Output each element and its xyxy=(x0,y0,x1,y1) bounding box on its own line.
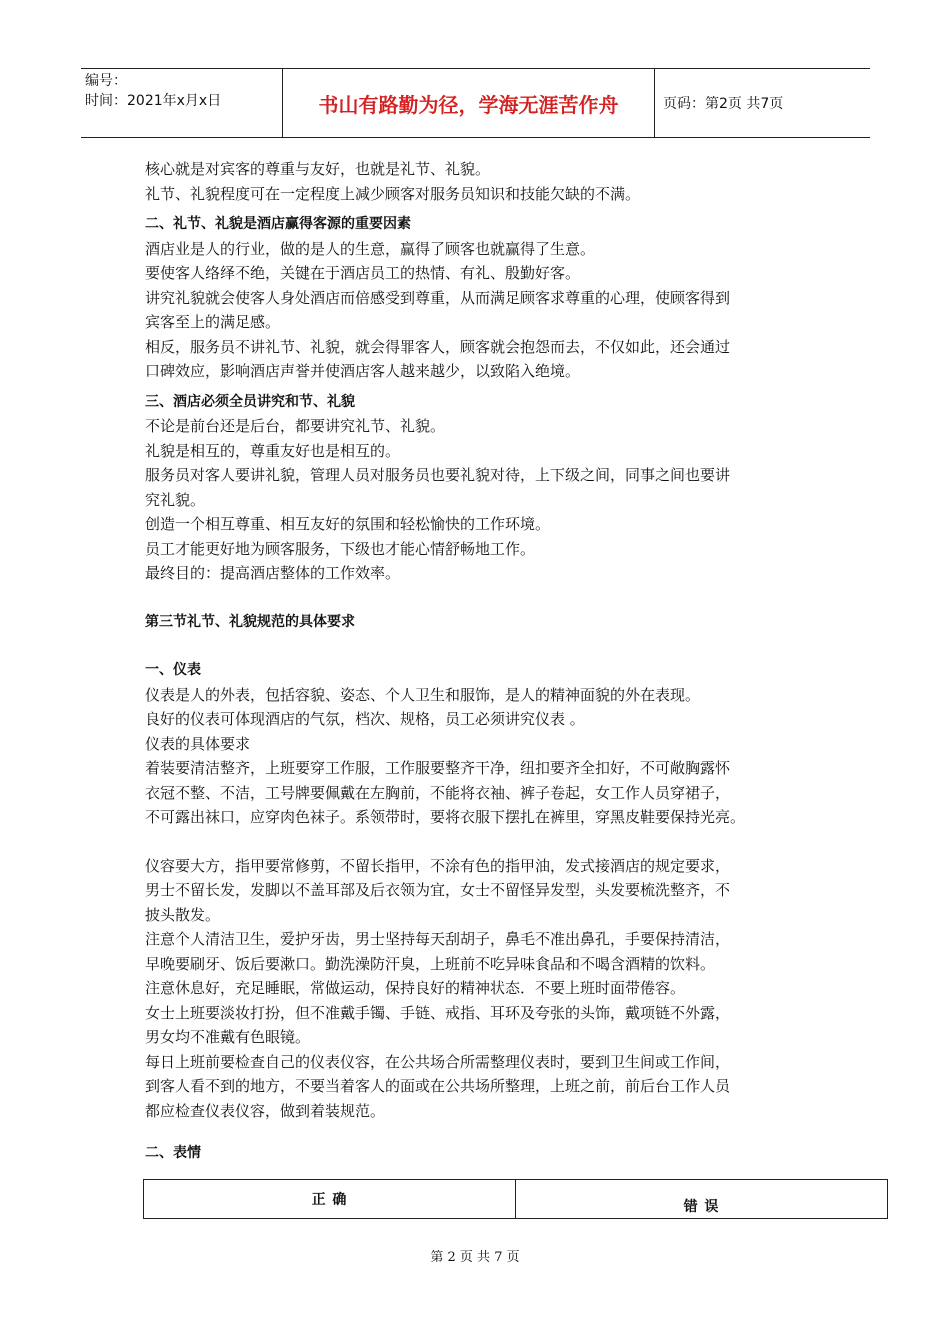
paragraph-line: 都应检查仪表仪容，做到着装规范。 xyxy=(145,1101,386,1120)
section-heading: 二、表情 xyxy=(145,1145,201,1161)
section-heading: 一、仪表 xyxy=(145,662,201,678)
paragraph-line: 披头散发。 xyxy=(145,905,221,924)
paragraph-line: 服务员对客人要讲礼貌，管理人员对服务员也要礼貌对待，上下级之间，同事之间也要讲 xyxy=(145,466,731,484)
paragraph-line: 男女均不准戴有色眼镜。 xyxy=(145,1028,311,1046)
section-heading: 三、酒店必须全员讲究和节、礼貌 xyxy=(145,393,355,410)
paragraph-line: 员工才能更好地为顾客服务，下级也才能心情舒畅地工作。 xyxy=(145,539,536,558)
paragraph-line: 相反，服务员不讲礼节、礼貌，就会得罪客人，顾客就会抱怨而去，不仅如此，还会通过 xyxy=(145,337,731,356)
header-motto: 书山有路勤为径，学海无涯苦作舟 xyxy=(282,69,655,137)
table-header-correct: 正 确 xyxy=(144,1180,516,1218)
paragraph-line: 创造一个相互尊重、相互友好的氛围和轻松愉快的工作环境。 xyxy=(145,515,551,533)
paragraph-line: 注意个人清洁卫生，爱护牙齿，男士坚持每天刮胡子，鼻毛不准出鼻孔，手要保持清洁， xyxy=(145,930,731,948)
table-header-wrong: 错 误 xyxy=(683,1199,720,1215)
paragraph-line: 究礼貌。 xyxy=(145,490,206,509)
paragraph-line: 宾客至上的满足感。 xyxy=(145,313,281,331)
paragraph-line: 仪表的具体要求 xyxy=(145,734,251,753)
section-heading: 第三节礼节、礼貌规范的具体要求 xyxy=(145,613,355,630)
paragraph-line: 良好的仪表可体现酒店的气氛，档次、规格，员工必须讲究仪表 。 xyxy=(145,710,585,728)
expression-table xyxy=(143,1179,888,1219)
spacer xyxy=(145,634,825,658)
paragraph-line: 礼貌是相互的，尊重友好也是相互的。 xyxy=(145,441,401,460)
spacer xyxy=(145,1123,825,1141)
paragraph-line: 女士上班要淡妆打扮，但不准戴手镯、手链、戒指、耳环及夸张的头饰，戴项链不外露， xyxy=(145,1003,731,1022)
header-page-info: 页码：第2页 共7页 xyxy=(663,96,784,112)
paragraph-line: 讲究礼貌就会使客人身处酒店而倍感受到尊重，从而满足顾客求尊重的心理，使顾客得到 xyxy=(145,288,731,307)
number-label: 编号： xyxy=(85,73,127,89)
header-meta xyxy=(81,69,281,137)
paragraph-line: 早晚要刷牙、饭后要漱口。勤洗澡防汗臭，上班前不吃异味食品和不喝含酒精的饮料。 xyxy=(145,954,716,973)
paragraph-line: 到客人看不到的地方，不要当着客人的面或在公共场所整理，上班之前，前后台工作人员 xyxy=(145,1077,731,1095)
paragraph-line: 着装要清洁整齐，上班要穿工作服，工作服要整齐干净，纽扣要齐全扣好，不可敞胸露怀 xyxy=(145,759,731,777)
document-body xyxy=(145,157,825,1166)
paragraph-line: 酒店业是人的行业，做的是人的生意，赢得了顾客也就赢得了生意。 xyxy=(145,239,596,258)
time-label: 时间：2021年x月x日 xyxy=(85,93,222,109)
paragraph-line: 每日上班前要检查自己的仪表仪容，在公共场合所需整理仪表时，要到卫生间或工作间， xyxy=(145,1052,731,1071)
paragraph-line: 仪表是人的外表，包括容貌、姿态、个人卫生和服饰，是人的精神面貌的外在表现。 xyxy=(145,685,701,704)
spacer xyxy=(145,586,825,610)
paragraph-line: 礼节、礼貌程度可在一定程度上减少顾客对服务员知识和技能欠缺的不满。 xyxy=(145,184,641,203)
paragraph-line: 不论是前台还是后台，都要讲究礼节、礼貌。 xyxy=(145,417,446,435)
paragraph-line: 要使客人络绎不绝，关键在于酒店员工的热情、有礼、殷勤好客。 xyxy=(145,264,581,282)
paragraph-line: 不可露出袜口，应穿肉色袜子。系领带时，要将衣服下摆扎在裤里，穿黑皮鞋要保持光亮。 xyxy=(145,808,746,826)
section-heading: 二、礼节、礼貌是酒店赢得客源的重要因素 xyxy=(145,216,411,232)
paragraph-line: 口碑效应，影响酒店声誉并使酒店客人越来越少，以致陷入绝境。 xyxy=(145,362,581,380)
paragraph-line: 核心就是对宾客的尊重与友好，也就是礼节、礼貌。 xyxy=(145,160,491,178)
paragraph-line: 男士不留长发，发脚以不盖耳部及后衣领为宜，女士不留怪异发型，头发要梳洗整齐，不 xyxy=(145,881,731,899)
document-header xyxy=(81,68,870,138)
paragraph-line: 最终目的：提高酒店整体的工作效率。 xyxy=(145,564,401,582)
spacer xyxy=(145,830,825,854)
page-footer: 第 2 页 共 7 页 xyxy=(430,1250,520,1265)
paragraph-line: 衣冠不整、不洁，工号牌要佩戴在左胸前，不能将衣袖、裤子卷起，女工作人员穿裙子， xyxy=(145,783,731,802)
paragraph-line: 注意休息好，充足睡眠，常做运动，保持良好的精神状态．不要上班时面带倦容。 xyxy=(145,979,686,997)
paragraph-line: 仪容要大方，指甲要常修剪，不留长指甲，不涂有色的指甲油，发式接酒店的规定要求， xyxy=(145,856,731,875)
